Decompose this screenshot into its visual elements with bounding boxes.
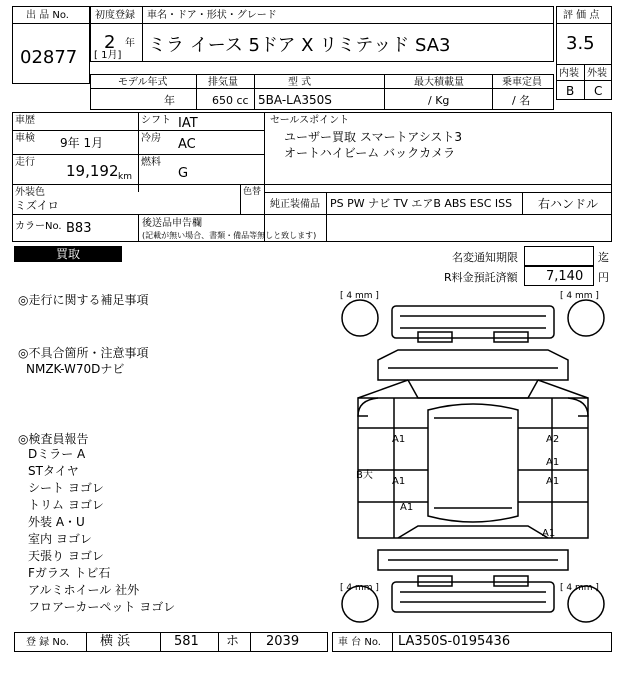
max-load-value: / Kg (428, 94, 450, 107)
damage-b-left: B大 (356, 470, 373, 481)
inspector-label: ◎検査員報告 (18, 432, 89, 446)
car-damage-diagram (338, 288, 608, 628)
damage-a1-rear-mid: A1 (542, 528, 556, 539)
damage-a2-right-door: A2 (546, 434, 560, 445)
exterior-grade: C (594, 84, 603, 98)
equip-value: PS PW ナビ TV エアB ABS ESC ISS (330, 197, 513, 210)
color-value: ミズイロ (15, 199, 59, 212)
reg-area: 横 浜 (100, 634, 131, 649)
defect-notes-label: ◎不具合箇所・注意事項 (18, 346, 149, 360)
fuel-label: 燃料 (141, 157, 161, 168)
color-change-label: 色替 (243, 187, 262, 197)
model-year-label: モデル年式 (118, 77, 168, 88)
ac-label: 冷房 (141, 133, 161, 144)
damage-a1-right-low: A1 (546, 476, 560, 487)
lot-number: 02877 (20, 47, 78, 68)
interior-grade: B (566, 84, 575, 98)
report-item: 外装 A・U (28, 515, 85, 529)
score-label: 評 価 点 (563, 10, 600, 21)
name-label: 車名・ドア・形状・グレード (147, 10, 277, 21)
recycle-unit: 円 (598, 271, 609, 284)
reg-no-label: 登 録 No. (26, 637, 69, 648)
recycle-label: R料金預託済額 (444, 271, 518, 284)
handle-value: 右ハンドル (538, 197, 599, 211)
sales-point-2: オートハイビーム バックカメラ (284, 146, 456, 160)
report-item: Dミラー A (28, 447, 86, 461)
damage-a1-rear-left: A1 (400, 502, 414, 513)
report-item: フロアーカーペット ヨゴレ (28, 600, 176, 614)
fuel-value: G (178, 166, 189, 181)
reg-class: 581 (174, 634, 199, 649)
interior-label: 内装 (559, 68, 579, 79)
damage-a1-left-low: A1 (392, 476, 406, 487)
displacement-label: 排気量 (208, 77, 238, 88)
car-name: ミラ イース 5ドア X リミテッド SA3 (148, 35, 451, 56)
report-item: STタイヤ (28, 464, 79, 478)
shift-label: シフト (141, 115, 171, 126)
ac-value: AC (178, 137, 196, 152)
report-item: アルミホイール 社外 (28, 583, 140, 597)
history-label: 車歴 (15, 115, 35, 126)
drive-notes-label: ◎走行に関する補足事項 (18, 293, 149, 307)
color-no-value: B83 (66, 221, 92, 236)
reg-kana: ホ (226, 634, 240, 649)
sales-label: セールスポイント (270, 115, 350, 126)
buy-badge: 買取 (14, 246, 122, 262)
report-item: 室内 ヨゴレ (28, 532, 92, 546)
name-change-label: 名変通知期限 (452, 251, 518, 264)
lot-label: 出 品 No. (26, 10, 69, 21)
equip-label: 純正装備品 (270, 199, 320, 210)
reg-year: 2 (104, 32, 116, 53)
tire-fr-label: [ 4 mm ] (560, 291, 599, 301)
reg-label: 初度登録 (95, 10, 135, 21)
mileage-value: 19,192 (66, 162, 119, 180)
report-item: トリム ヨゴレ (28, 498, 104, 512)
reg-year-unit: 年 (125, 38, 135, 49)
shaken-label: 車検 (15, 133, 35, 144)
model-year-unit: 年 (164, 94, 175, 107)
displacement-value: 650 cc (212, 94, 249, 107)
damage-a1-left-door: A1 (392, 434, 406, 445)
max-load-label: 最大積載量 (414, 77, 464, 88)
reg-month: [ 1月] (94, 50, 122, 61)
mileage-unit: km (118, 172, 132, 182)
recycle-value: 7,140 (546, 269, 584, 284)
chassis-number: LA350S-0195436 (398, 634, 511, 649)
name-change-unit: 迄 (598, 251, 609, 264)
color-label: 外装色 (15, 187, 45, 198)
shift-value: IAT (178, 116, 198, 131)
sales-point-1: ユーザー買取 スマートアシスト3 (284, 130, 463, 144)
type-value: 5BA-LA350S (258, 93, 332, 107)
exterior-label: 外装 (587, 68, 607, 79)
color-no-label: カラーNo. (15, 221, 62, 232)
shaken-value: 9年 1月 (60, 136, 104, 150)
tire-rl-label: [ 4 mm ] (340, 583, 379, 593)
report-list (28, 447, 175, 617)
chassis-label: 車 台 No. (338, 637, 381, 648)
tire-rr-label: [ 4 mm ] (560, 583, 599, 593)
score-value: 3.5 (566, 33, 595, 54)
late-note: (記載が無い場合、書類・備品等無しと致します) (142, 231, 317, 240)
capacity-value: / 名 (512, 94, 531, 107)
capacity-label: 乗車定員 (502, 77, 542, 88)
report-item: Fガラス トビ石 (28, 566, 111, 580)
late-label: 後送品申告欄 (142, 218, 202, 229)
reg-num: 2039 (266, 634, 300, 649)
type-label: 型 式 (288, 77, 312, 88)
report-item: 天張り ヨゴレ (28, 549, 104, 563)
report-item: シート ヨゴレ (28, 481, 104, 495)
name-change-box (524, 246, 594, 266)
damage-a1-right-front: A1 (546, 457, 560, 468)
defect-item: NMZK-W70Dナビ (26, 362, 125, 376)
mileage-label: 走行 (15, 157, 35, 168)
tire-fl-label: [ 4 mm ] (340, 291, 379, 301)
